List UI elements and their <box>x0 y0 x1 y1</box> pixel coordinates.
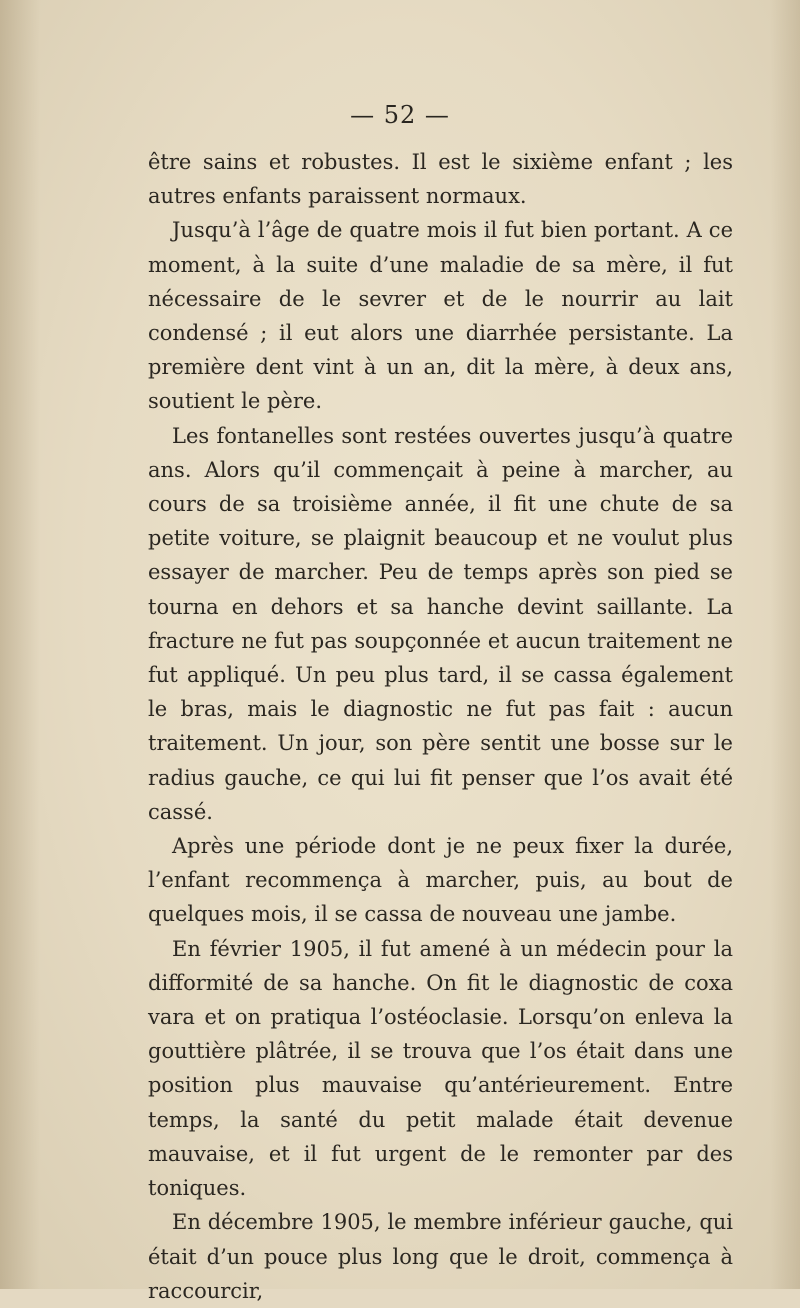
paragraph: Jusqu’à l’âge de quatre mois il fut bien portant. A ce moment, à la suite d’une maladie de sa mère, il fut nécessaire de le sevrer et de le nourrir au lait condensé ; il eut alors une diarrhée persistante. La première dent vint à un an, dit la mère, à deux ans, soutient le père. <box>148 218 733 414</box>
page-edge-shadow-right <box>770 0 800 1289</box>
paragraph-continuation: être sains et robustes. Il est le sixième enfant ; les autres enfants paraissent normaux. <box>148 150 733 209</box>
page-number: — 52 — <box>350 101 450 129</box>
paragraph: En février 1905, il fut amené à un médecin pour la difformité de sa hanche. On fit le diagnostic de coxa vara et on pratiqua l’ostéoclasie. Lorsqu’on enleva la gouttière plâtrée, il se trouva que l’os était dans une position plus mauvaise qu’antérieurement. Entre temps, la santé du petit malade était devenue mauvaise, et il fut urgent de le remonter par des toniques. <box>148 936 733 1201</box>
paragraph: Les fontanelles sont restées ouvertes jusqu’à quatre ans. Alors qu’il commençait à peine à marcher, au cours de sa troisième année, il fit une chute de sa petite voiture, se plaignit beaucoup et ne voulut plus essayer de marcher. Peu de temps après son pied se tourna en dehors et sa hanche devint saillante. La fracture ne fut pas soupçonnée et aucun traitement ne fut appliqué. Un peu plus tard, il se cassa également le bras, mais le diagnostic ne fut pas fait : aucun traitement. Un jour, son père sentit une bosse sur le radius gauche, ce qui lui fit penser que l’os avait été cassé. <box>148 423 733 824</box>
paragraph: Après une période dont je ne peux fixer la durée, l’enfant recommença à marcher, puis, au bout de quelques mois, il se cassa de nouveau une jambe. <box>148 834 733 927</box>
page-edge-shadow-left <box>0 0 40 1289</box>
paragraph: En décembre 1905, le membre inférieur gauche, qui était d’un pouce plus long que le droit, commença à raccourcir, <box>148 1210 733 1303</box>
page-body-text <box>148 145 733 1308</box>
